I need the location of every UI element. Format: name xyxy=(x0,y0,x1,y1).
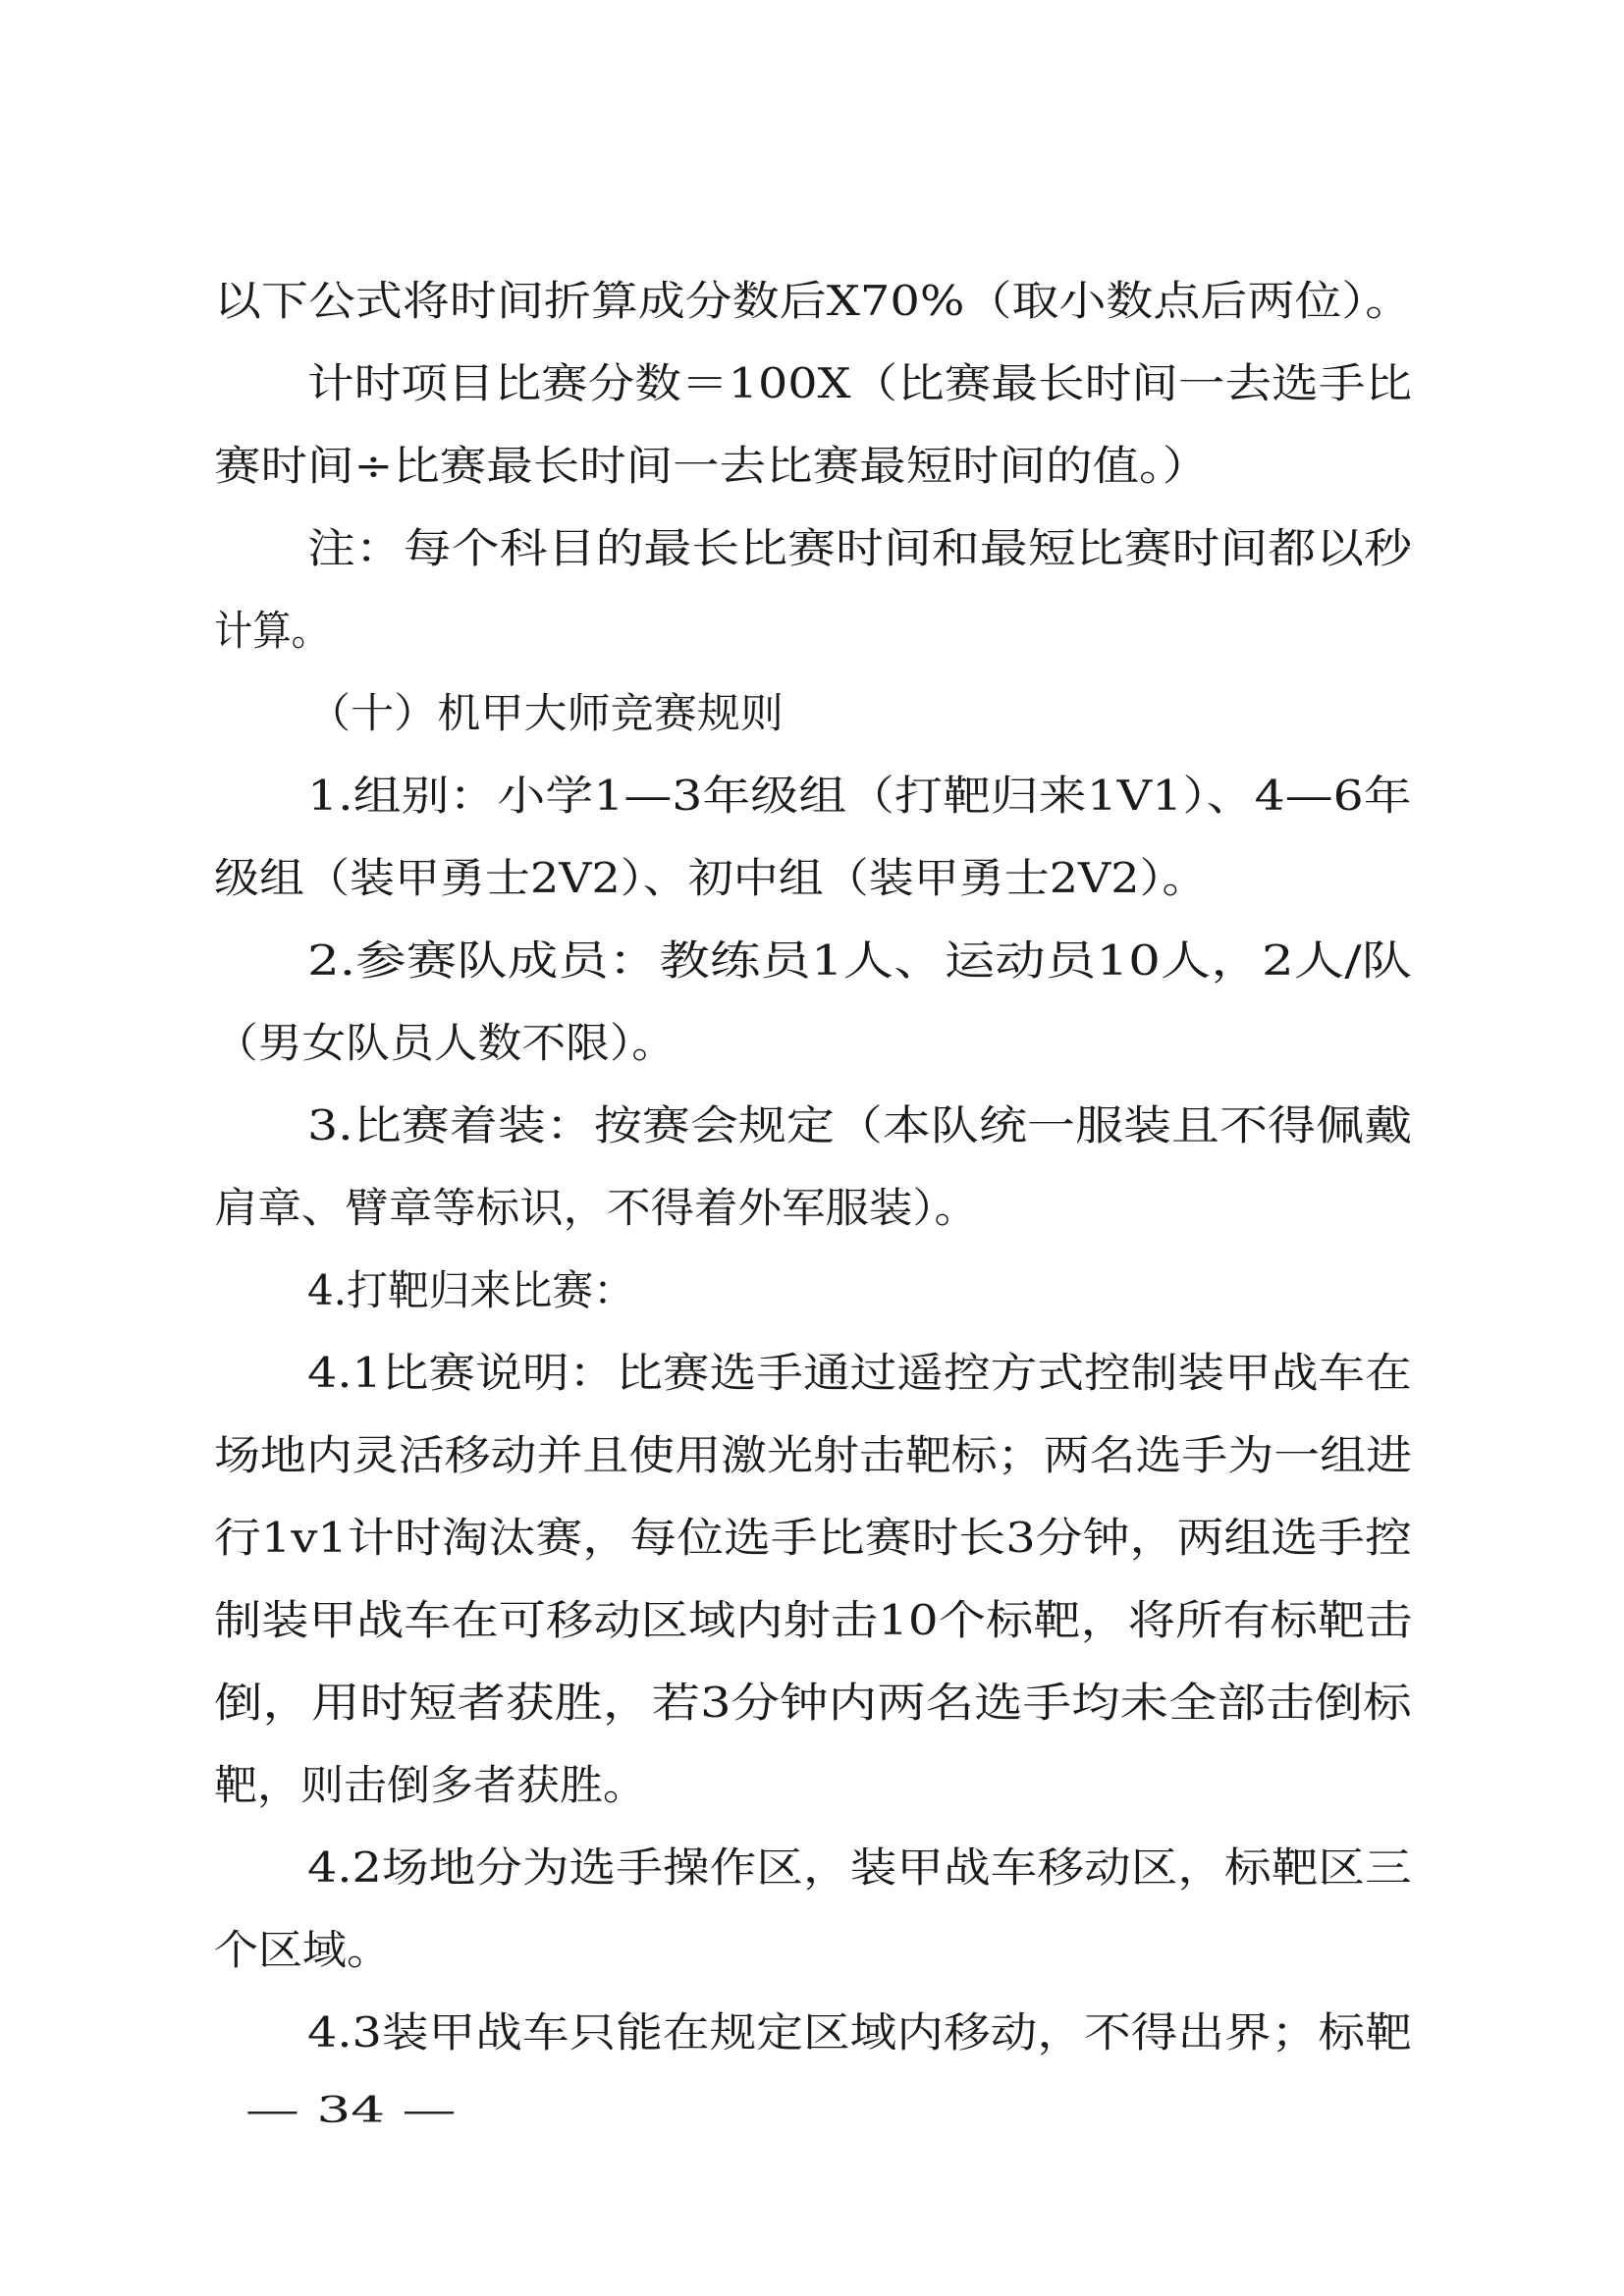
section-heading: （十）机甲大师竞赛规则 xyxy=(307,689,785,737)
body-line-21: 个区域。 xyxy=(214,1926,392,1974)
body-line-2: 计时项目比赛分数＝100X（比赛最长时间一去选手比 xyxy=(307,359,1413,407)
body-line-5: 计算。 xyxy=(214,607,331,655)
body-line-15: 场地内灵活移动并且使用激光射击靶标；两名选手为一组进 xyxy=(214,1431,1413,1479)
body-line-8: 级组（装甲勇士2V2）、初中组（装甲勇士2V2）。 xyxy=(214,854,1208,902)
body-line-9: 2.参赛队成员：教练员1人、运动员10人，2人/队 xyxy=(307,936,1413,985)
body-line-18: 倒，用时短者获胜，若3分钟内两名选手均未全部击倒标 xyxy=(214,1679,1412,1727)
body-line-13: 4.打靶归来比赛： xyxy=(307,1266,635,1314)
body-line-19: 靶，则击倒多者获胜。 xyxy=(214,1761,647,1809)
body-line-12: 肩章、臂章等标识，不得着外军服装）。 xyxy=(214,1184,979,1232)
body-line-10: （男女队员人数不限）。 xyxy=(214,1019,677,1067)
page-number: — 34 — xyxy=(245,2091,457,2131)
body-line-14: 4.1比赛说明：比赛选手通过遥控方式控制装甲战车在 xyxy=(307,1349,1412,1397)
body-line-4: 注：每个科目的最长比赛时间和最短比赛时间都以秒 xyxy=(307,524,1413,572)
body-line-1: 以下公式将时间折算成分数后X70%（取小数点后两位）。 xyxy=(214,277,1413,325)
body-line-16: 行1v1计时淘汰赛，每位选手比赛时长3分钟，两组选手控 xyxy=(214,1514,1412,1562)
body-line-22: 4.3装甲战车只能在规定区域内移动，不得出界；标靶 xyxy=(307,2008,1412,2056)
body-line-17: 制装甲战车在可移动区域内射击10个标靶，将所有标靶击 xyxy=(214,1596,1413,1644)
body-line-3: 赛时间÷比赛最长时间一去比赛最短时间的值。） xyxy=(214,442,1210,490)
body-line-20: 4.2场地分为选手操作区，装甲战车移动区，标靶区三 xyxy=(307,1843,1412,1892)
body-line-7: 1.组别：小学1—3年级组（打靶归来1V1）、4—6年 xyxy=(307,772,1412,820)
body-line-11: 3.比赛着装：按赛会规定（本队统一服装且不得佩戴 xyxy=(307,1101,1413,1149)
